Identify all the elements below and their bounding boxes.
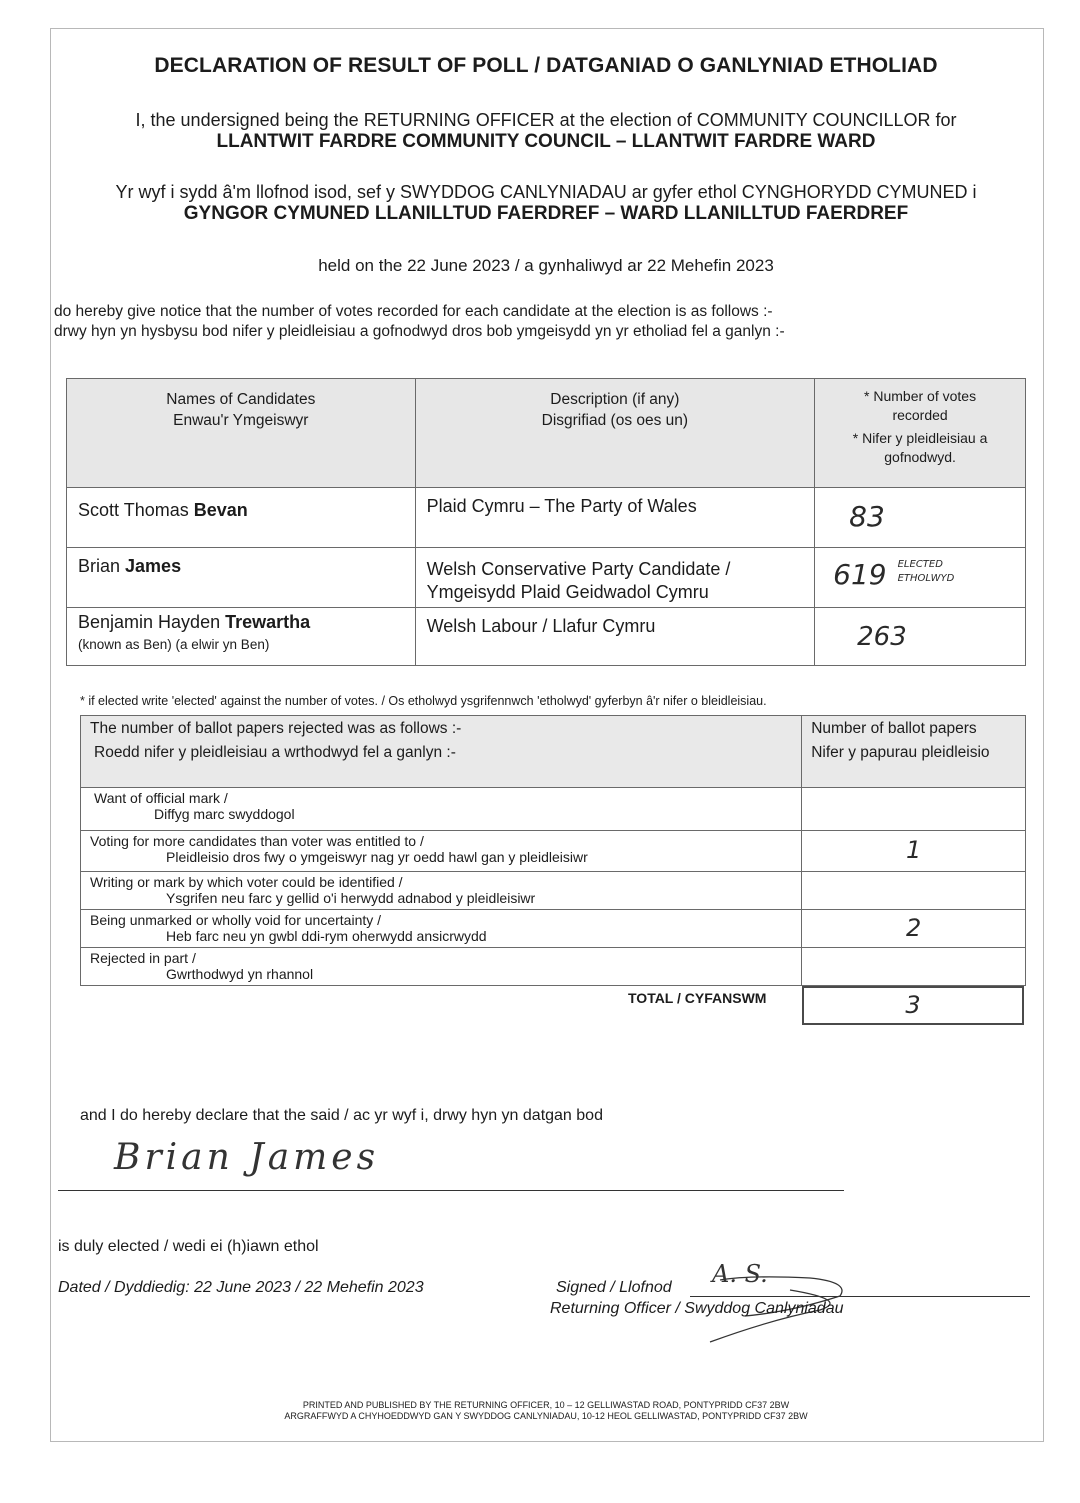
header-votes-cy: * Nifer y pleidleisiau a gofnodwyd. xyxy=(852,430,988,465)
candidate-forenames: Benjamin Hayden xyxy=(78,612,226,632)
rejected-reason xyxy=(81,831,802,872)
signature-text: A. S. xyxy=(712,1260,768,1288)
rejected-count xyxy=(802,831,1026,872)
intro-en-line2: LLANTWIT FARDRE COMMUNITY COUNCIL – LLANTWIT FARDRE WARD xyxy=(216,131,876,152)
header-names-en: Names of Candidates xyxy=(166,391,316,408)
intro-cy xyxy=(52,182,1040,225)
description-line1: Welsh Labour / Llafur Cymru xyxy=(426,616,656,636)
held-on: held on the 22 June 2023 / a gynhaliwyd ar 22 Mehefin 2023 xyxy=(318,256,774,275)
header-names-cy: Enwau'r Ymgeiswyr xyxy=(173,412,309,429)
total-value: 3 xyxy=(905,991,921,1019)
declaration-text: and I do hereby declare that the said / ac yr wyf i, drwy hyn yn datgan bod xyxy=(80,1107,603,1124)
rejected-reason xyxy=(81,948,802,986)
header-votes-en: * Number of votes recorded xyxy=(864,388,977,423)
rejected-header-right-en: Number of ballot papers xyxy=(811,720,977,737)
rejected-ballots-table xyxy=(80,715,1026,986)
rejected-header-right-cy: Nifer y papurau pleidleisio xyxy=(811,744,990,761)
rejected-reason xyxy=(81,872,802,910)
votes-handwritten: 619 xyxy=(833,558,887,591)
rejected-reason-en: Want of official mark / xyxy=(94,790,228,806)
rejected-reason-cy: Gwrthodwyd yn rhannol xyxy=(166,966,314,982)
notice-cy: drwy hyn yn hysbysu bod nifer y pleidleisiau a gofnodwyd dros bob ymgeisydd yn yr etholiad fel a ganlyn :- xyxy=(54,323,785,340)
total-label: TOTAL / CYFANSWM xyxy=(628,990,767,1006)
page-title: DECLARATION OF RESULT OF POLL / DATGANIAD O GANLYNIAD ETHOLIAD xyxy=(154,54,938,77)
candidate-known-as: (known as Ben) (a elwir yn Ben) xyxy=(78,637,270,652)
candidate-forenames: Scott Thomas xyxy=(78,500,194,520)
elected-candidate-handwritten: Brian James xyxy=(114,1137,380,1178)
rejected-header-row xyxy=(81,716,1026,788)
candidate-row xyxy=(67,548,1026,608)
rejected-reason-en: Rejected in part / xyxy=(90,950,196,966)
returning-officer-label: Returning Officer / Swyddog Canlyniadau xyxy=(550,1300,844,1317)
header-names xyxy=(67,379,416,488)
candidates-table xyxy=(66,378,1026,666)
header-desc-en: Description (if any) xyxy=(550,391,680,408)
candidate-row xyxy=(67,488,1026,548)
rejected-reason-cy: Pleidleisio dros fwy o ymgeiswyr nag yr oedd hawl gan y pleidleisiwr xyxy=(166,849,588,865)
rejected-count xyxy=(802,872,1026,910)
rejected-header-left-cy: Roedd nifer y pleidleisiau a wrthodwyd fel a ganlyn :- xyxy=(94,744,456,761)
rejected-row xyxy=(81,788,1026,831)
candidate-surname: Trewartha xyxy=(225,612,311,632)
rejected-reason xyxy=(81,910,802,948)
votes-handwritten: 83 xyxy=(849,500,885,533)
rejected-row xyxy=(81,910,1026,948)
candidate-description xyxy=(415,608,815,666)
header-description xyxy=(415,379,815,488)
candidate-forenames: Brian xyxy=(78,556,126,576)
duly-elected-text: is duly elected / wedi ei (h)iawn ethol xyxy=(58,1238,319,1255)
rejected-reason-cy: Ysgrifen neu farc y gellid o'i herwydd adnabod y pleidleisiwr xyxy=(166,890,536,906)
rejected-header-left-en: The number of ballot papers rejected was as follows :- xyxy=(90,720,462,737)
rejected-header-right xyxy=(802,716,1026,788)
elected-name-line xyxy=(58,1190,844,1191)
rejected-row xyxy=(81,831,1026,872)
intro-cy-line1: Yr wyf i sydd â'm llofnod isod, sef y SWYDDOG CANLYNIADAU ar gyfer ethol CYNGHORYDD CYMUNED i xyxy=(115,182,977,202)
candidate-votes xyxy=(815,488,1026,548)
imprint-en: PRINTED AND PUBLISHED BY THE RETURNING OFFICER, 10 – 12 GELLIWASTAD ROAD, PONTYPRIDD CF37 2BW xyxy=(302,1400,790,1410)
candidate-name xyxy=(67,608,416,666)
candidate-votes xyxy=(815,548,1026,608)
signature-mark xyxy=(690,1240,890,1350)
candidates-header-row xyxy=(67,379,1026,488)
rejected-count xyxy=(802,910,1026,948)
rejected-count-value: 2 xyxy=(905,914,922,942)
candidate-description xyxy=(415,488,815,548)
rejected-count-value: 1 xyxy=(905,836,922,864)
elected-note: ELECTED ETHOLWYD xyxy=(897,559,955,584)
header-votes xyxy=(815,379,1026,488)
candidate-description xyxy=(415,548,815,608)
imprint-cy: ARGRAFFWYD A CHYHOEDDWYD GAN Y SWYDDOG CANLYNIADAU, 10-12 HEOL GELLIWASTAD, PONTYPRIDD CF37 2BW xyxy=(284,1411,808,1421)
total-box xyxy=(802,986,1024,1025)
rejected-count xyxy=(802,948,1026,986)
candidate-name xyxy=(67,488,416,548)
rejected-reason-cy: Heb farc neu yn gwbl ddi-rym oherwydd ansicrwydd xyxy=(166,928,487,944)
description-line1: Plaid Cymru – The Party of Wales xyxy=(426,496,697,516)
rejected-reason-cy: Diffyg marc swyddogol xyxy=(154,806,295,822)
description-line1: Welsh Conservative Party Candidate / xyxy=(426,559,731,579)
signed-label: Signed / Llofnod xyxy=(556,1279,672,1296)
header-desc-cy: Disgrifiad (os oes un) xyxy=(541,412,689,429)
candidate-name xyxy=(67,548,416,608)
candidate-row xyxy=(67,608,1026,666)
rejected-header-left xyxy=(81,716,802,788)
rejected-reason-en: Being unmarked or wholly void for uncertainty / xyxy=(90,912,382,928)
footnote: * if elected write 'elected' against the number of votes. / Os etholwyd ysgrifennwch 'etholwyd' gyferbyn â'r nifer o bleidleisiau. xyxy=(80,694,767,708)
rejected-count xyxy=(802,788,1026,831)
rejected-reason xyxy=(81,788,802,831)
rejected-row xyxy=(81,948,1026,986)
notice-en: do hereby give notice that the number of votes recorded for each candidate at the election is as follows :- xyxy=(54,303,773,320)
rejected-row xyxy=(81,872,1026,910)
votes-handwritten: 263 xyxy=(857,622,907,652)
description-line2: Ymgeisydd Plaid Geidwadol Cymru xyxy=(426,582,709,602)
dated-text: Dated / Dyddiedig: 22 June 2023 / 22 Mehefin 2023 xyxy=(58,1279,424,1296)
intro-en xyxy=(52,110,1040,153)
candidate-surname: Bevan xyxy=(193,500,248,520)
candidate-surname: James xyxy=(125,556,182,576)
candidate-votes xyxy=(815,608,1026,666)
rejected-reason-en: Writing or mark by which voter could be identified / xyxy=(90,874,403,890)
intro-en-line1: I, the undersigned being the RETURNING OFFICER at the election of COMMUNITY COUNCILLOR for xyxy=(135,110,957,130)
intro-cy-line2: GYNGOR CYMUNED LLANILLTUD FAERDREF – WARD LLANILLTUD FAERDREF xyxy=(183,203,909,224)
rejected-reason-en: Voting for more candidates than voter was entitled to / xyxy=(90,833,424,849)
